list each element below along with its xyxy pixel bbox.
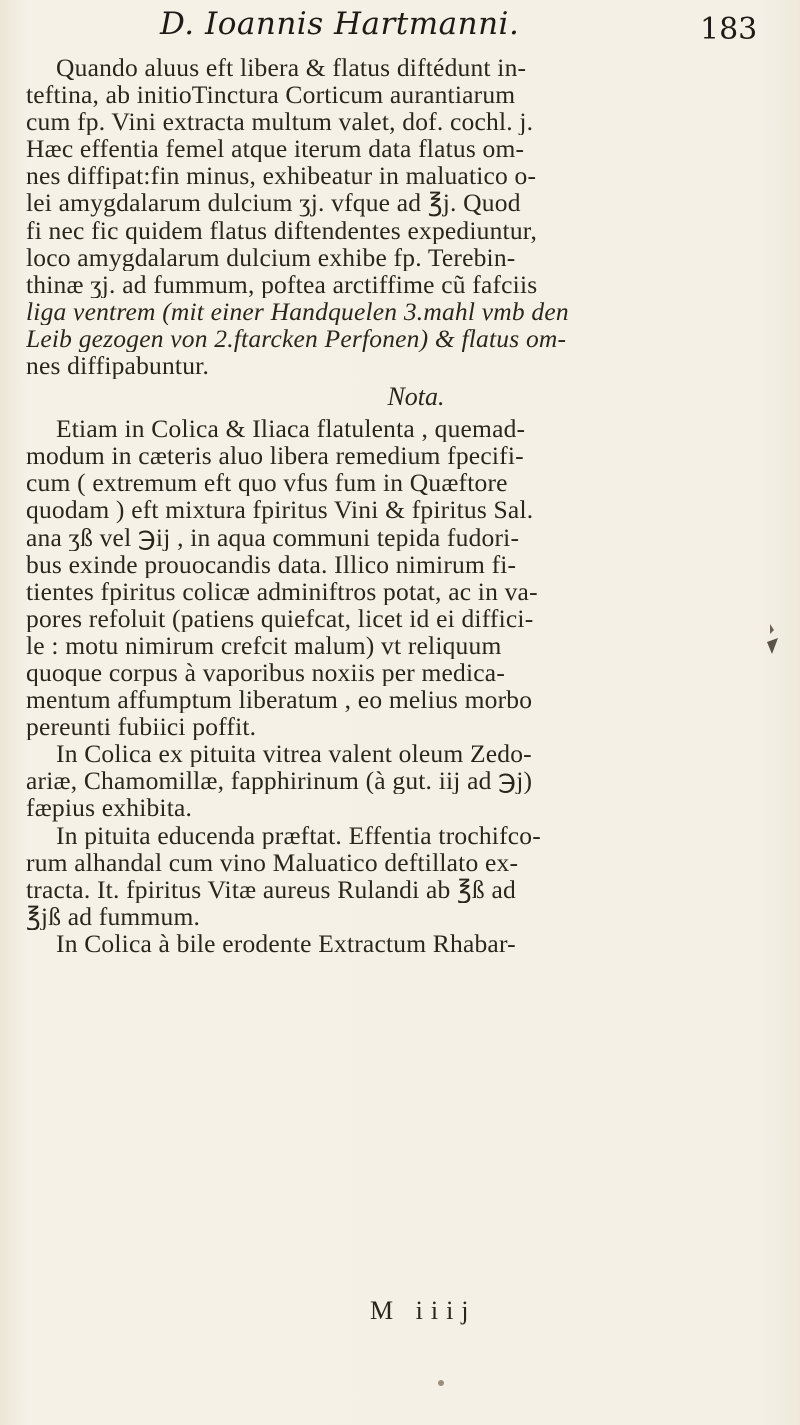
text-line: nes diffipat:fin minus, exhibeatur in maluatico o- (26, 162, 537, 190)
text-line: Quando aluus eft libera & flatus diftédunt in- (56, 54, 527, 82)
text-line: cum fp. Vini extracta multum valet, dof. cochl. j. (26, 108, 534, 136)
paragraph-1 (26, 54, 766, 379)
paragraph-2 (26, 415, 766, 740)
text-line: fæpius exhibita. (26, 794, 193, 822)
text-line: nes diffipabuntur. (26, 352, 210, 380)
text-line: fi nec fic quidem flatus diftendentes expediuntur, (26, 216, 538, 244)
text-line: rum alhandal cum vino Maluatico deftillato ex- (26, 848, 519, 876)
text-line: In Colica ex pituita vitrea valent oleum Zedo- (56, 740, 532, 768)
text-line: tientes fpiritus colicæ adminiftros potat, ac in va- (26, 577, 538, 605)
text-line: pores refoluit (patiens quiefcat, licet id ei diffici- (26, 604, 534, 632)
text-line: Etiam in Colica & Iliaca flatulenta , quemad- (56, 415, 526, 443)
text-line: mentum affumptum liberatum , eo melius morbo (26, 686, 533, 714)
text-line: loco amygdalarum dulcium exhibe fp. Terebin- (26, 243, 516, 271)
paper-blemish (438, 1380, 444, 1386)
text-line: ana ʒß vel ℈ij , in aqua communi tepida fudori- (26, 523, 520, 551)
nota-heading: Nota. (387, 382, 445, 412)
text-line: quodam ) eft mixtura fpiritus Vini & fpiritus Sal. (26, 496, 534, 524)
text-line: tracta. It. fpiritus Vitæ aureus Rulandi ab ℥ß ad (26, 875, 516, 903)
text-line: lei amygdalarum dulcium ʒj. vfque ad ℥j. Quod (26, 189, 521, 217)
paragraph-5 (26, 930, 766, 957)
text-line: ariæ, Chamomillæ, fapphirinum (à gut. iij ad ℈j) (26, 767, 533, 795)
text-line: In pituita educenda præftat. Effentia trochifco- (56, 821, 541, 849)
text-line: quoque corpus à vaporibus noxiis per medica- (26, 658, 506, 687)
text-line: Leib gezogen von 2.ftarcken Perfonen) & flatus om- (26, 324, 567, 353)
text-line: liga ventrem (mit einer Handquelen 3.mahl vmb den (26, 297, 569, 325)
text-line: bus exinde prouocandis data. Illico nimirum fi- (26, 550, 517, 578)
text-line: In Colica à bile erodente Extractum Rhabar- (56, 929, 516, 957)
body-text (26, 54, 766, 957)
text-line: le : motu nimirum crefcit malum) vt reliquum (26, 631, 502, 659)
page-number: 183 (700, 12, 758, 47)
ink-stain-icon (764, 620, 788, 670)
text-line: ℥jß ad fummum. (26, 902, 201, 930)
text-line: modum in cæteris aluo libera remedium fpecifi- (26, 442, 524, 470)
text-line: cum ( extremum eft quo vfus fum in Quæftore (26, 469, 508, 497)
signature-mark: M iiij (370, 1296, 477, 1325)
text-line: Hæc effentia femel atque iterum data flatus om- (26, 135, 525, 163)
paragraph-3 (26, 740, 766, 821)
page-header (0, 6, 800, 50)
text-line: thinæ ʒj. ad fummum, poftea arctiffime cũ fafciis (26, 270, 538, 298)
text-line: pereunti fubiici poffit. (26, 713, 257, 741)
paragraph-4 (26, 822, 766, 930)
text-line: teftina, ab initioTinctura Corticum aurantiarum (26, 81, 516, 109)
running-head: D. Ioannis Hartmanni. (160, 6, 520, 42)
